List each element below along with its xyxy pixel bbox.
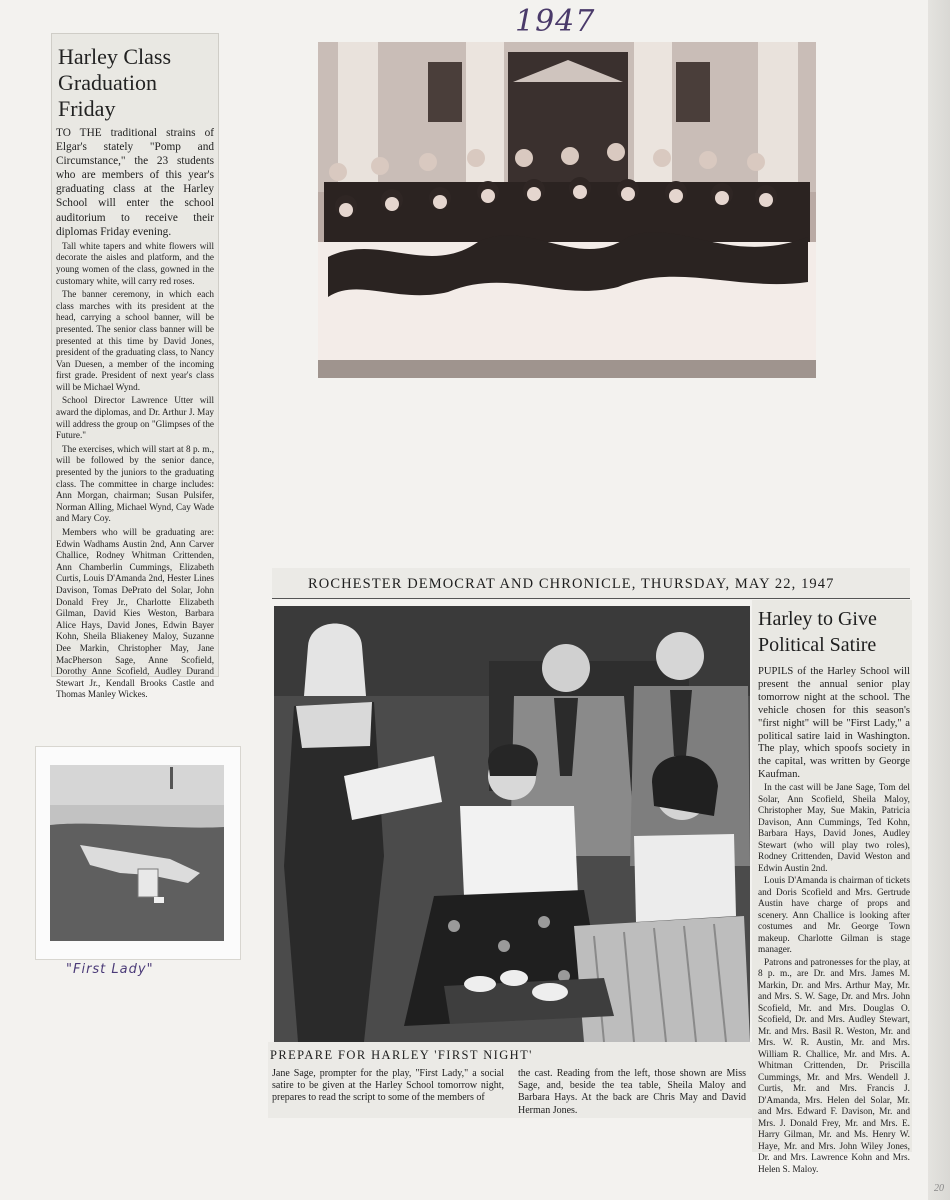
satire-article-clipping: [752, 600, 912, 1175]
graduation-article-clipping: [52, 34, 218, 700]
graduation-paragraph: The banner ceremony, in which each class marches with its president at the head, carrying a school banner, will be presented. The senior class banner will be presented at this time by David Jones, president of the graduating class, to Nancy Van Duesen, a member of the incoming first grade. President of next year's class will be Michael Wynd.: [56, 289, 214, 392]
satire-paragraph: Louis D'Amanda is chairman of tickets and Doris Scofield and Mrs. Gertrude Austin have charge of props and scenery. Ann Challice is looking after costumes and Mr. George Town makeup. Charlotte Gilman is stage manager.: [758, 876, 910, 956]
graduation-paragraph: Tall white tapers and white flowers will decorate the aisles and platform, and the young women of the class, gowned in the customary white, will carry red roses.: [56, 240, 214, 286]
graduation-paragraph: School Director Lawrence Utter will award the diplomas, and Dr. Arthur J. May will address the group on "Glimpses of the Future.": [56, 395, 214, 441]
graduation-paragraph: TO THE traditional strains of Elgar's stately "Pomp and Circumstance," the 23 students who are members of this year's graduating class at the Harley School will enter the school auditorium to receive their diplomas Friday evening.: [56, 127, 214, 238]
page-number: 20: [934, 1183, 944, 1194]
play-rehearsal-photo: [274, 606, 750, 1042]
handwritten-year: 1947: [515, 4, 596, 39]
graduation-paragraph: Members who will be graduating are: Edwin Wadhams Austin 2nd, Ann Carver Challice, Rodney Whitman Crittenden, Ann Chamberlin Cummings, Elizabeth Curtis, Louis D'Amanda 2nd, Hester Lines Davison, Tomas DePrato del Solar, John Donald Frey Jr., Charlotte Elizabeth Gilman, David Kies Weston, Barbara Alice Hays, David Jones, Edwin Bayer Kohn, Sheila Bliakeney Maloy, Suzanne Dee Markin, Christopher May, Jane MacPherson Sage, Anne Scofield, Dorothy Anne Scofield, Audley Durand Stewart Jr., Kendall Brooks Castle and Thomas Manley Wickes.: [56, 527, 214, 700]
snapshot-image: [50, 765, 224, 941]
newspaper-masthead-strip: [272, 568, 910, 599]
photo-caption-block: [268, 1042, 752, 1118]
photo-caption-text: the cast. Reading from the left, those shown are Miss Sage, and, beside the tea table, Sheila Maloy and Barbara Hays. At the back are Chris May and David Herman Jones.: [518, 1068, 746, 1116]
graduating-class-photo: [318, 42, 816, 378]
satire-paragraph: PUPILS of the Harley School will present the annual senior play tomorrow night at the school. The vehicle chosen for this season's "first night" will be "First Lady," a political satire laid in Washington. The play, which spoofs society in the capital, was written by George Kaufman.: [758, 666, 910, 781]
photo-caption-title: PREPARE FOR HARLEY 'FIRST NIGHT': [270, 1048, 533, 1062]
newspaper-masthead: ROCHESTER DEMOCRAT AND CHRONICLE, THURSDAY, MAY 22, 1947: [308, 576, 835, 592]
photo-caption-text: Jane Sage, prompter for the play, "First Lady," a social satire to be given at the Harley School tomorrow night, prepares to read the script to some of the members of: [272, 1068, 504, 1104]
graduation-paragraph: The exercises, which will start at 8 p. m., will be followed by the senior dance, presented by the juniors to the graduating class. The committee in charge includes: Ann Morgan, chairman; Susan Pulsifer, Norman Alling, Michael Wynd, Cay Wade and Mary Coy.: [56, 443, 214, 524]
satire-paragraph: Patrons and patronesses for the play, at 8 p. m., are Dr. and Mrs. James M. Markin, Dr. and Mrs. Arthur May, Mr. and Mrs. S. W. Sage, Dr. and Mrs. John Scofield, Mr. and Mrs. Douglas O. Scofield, Dr. and Mrs. Audley Stewart, Mr. and Mrs. Basil R. Weston, Mr. and Mrs. W. R. Austin, Mr. and Mrs. William R. Challice, Mr. and Mrs. A. Whitman Crittenden, Dr. Priscilla Cummings, Mr. and Mrs. Wendell J. Curtis, Mr. and Mrs. Francis J. D'Amanda, Mrs. Helen del Solar, Mr. and Mrs. Edward F. Davison, Mr. and Mrs. J. Donald Frey, Mr. and Mrs. E. Harry Gilman, Mr. and Ms. Henry W. Haye, Mr. and Mrs. John Wiley Jones, Dr. and Mrs. Lawrence Kohn and Mrs. Helen S. Maloy.: [758, 957, 910, 1175]
satire-headline: Harley to Give Political Satire: [758, 608, 877, 656]
first-lady-snapshot: [36, 747, 240, 959]
album-page-edge: [928, 0, 950, 1200]
snapshot-handwritten-caption: "First Lady": [66, 962, 154, 977]
graduation-headline: Harley Class Graduation Friday: [58, 44, 172, 121]
satire-paragraph: In the cast will be Jane Sage, Tom del Solar, Ann Scofield, Sheila Maloy, Christopher May, Sue Makin, Patricia Davison, Ann Cummings, Ted Kohn, Barbara Hays, David Jones, Audley Stewart (who will play two roles), Rodney Crittenden, David Weston and Edwin Austin 2nd.: [758, 783, 910, 874]
